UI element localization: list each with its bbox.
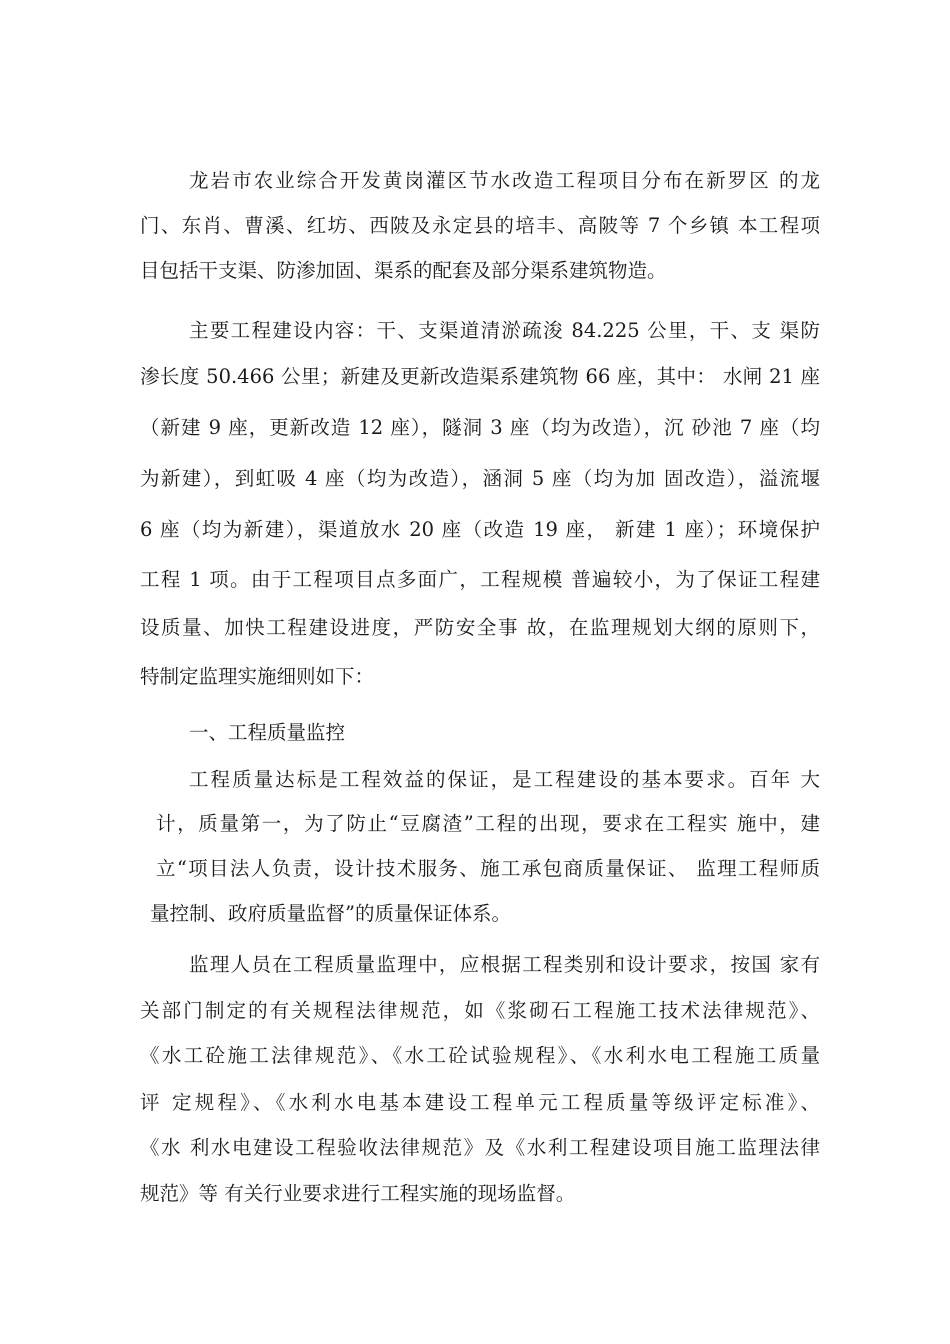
paragraph-4-line-4: 评 定规程》、《水利水电基本建设工程单元工程质量等级评定标准》、 bbox=[140, 1091, 820, 1114]
paragraph-2-line-4: 为新建），到虹吸 4 座（均为改造），涵洞 5 座（均为加 固改造），溢流堰 bbox=[140, 467, 820, 490]
paragraph-2-line-5: 6 座（均为新建），渠道放水 20 座（改造 19 座， 新建 1 座）；环境保护 bbox=[140, 518, 820, 541]
paragraph-2-line-1: 主要工程建设内容：干、支渠道清淤疏浚 84.225 公里，干、支 渠防 bbox=[189, 319, 820, 342]
paragraph-2-line-2: 渗长度 50.466 公里；新建及更新改造渠系建筑物 66 座，其中： 水闸 21 座 bbox=[140, 365, 820, 388]
paragraph-1-line-1: 龙岩市农业综合开发黄岗灌区节水改造工程项目分布在新罗区 的龙 bbox=[189, 169, 820, 192]
paragraph-2-line-8: 特制定监理实施细则如下： bbox=[140, 665, 375, 688]
paragraph-3-line-2: 计，质量第一，为了防止“豆腐渣”工程的出现，要求在工程实 施中，建 bbox=[156, 812, 820, 835]
paragraph-3-line-1: 工程质量达标是工程效益的保证，是工程建设的基本要求。百年 大 bbox=[189, 768, 820, 791]
paragraph-2-line-7: 设质量、加快工程建设进度，严防安全事 故，在监理规划大纲的原则下， bbox=[140, 616, 820, 639]
paragraph-1-line-2: 门、东肖、曹溪、红坊、西陂及永定县的培丰、高陂等 7 个乡镇 本工程项 bbox=[140, 214, 820, 237]
paragraph-2-line-6: 工程 1 项。由于工程项目点多面广，工程规模 普遍较小，为了保证工程建 bbox=[140, 568, 820, 591]
paragraph-4-line-2: 关部门制定的有关规程法律规范，如《浆砌石工程施工技术法律规范》、 bbox=[140, 999, 820, 1022]
paragraph-1-line-3: 目包括干支渠、防渗加固、渠系的配套及部分渠系建筑物造。 bbox=[140, 259, 667, 282]
paragraph-3-line-3: 立“项目法人负责，设计技术服务、施工承包商质量保证、 监理工程师质 bbox=[156, 857, 820, 880]
paragraph-4-line-6: 规范》等 有关行业要求进行工程实施的现场监督。 bbox=[140, 1182, 576, 1205]
paragraph-4-line-3: 《水工砼施工法律规范》、《水工砼试验规程》、《水利水电工程施工质量 bbox=[140, 1044, 820, 1067]
section-heading: 一、工程质量监控 bbox=[189, 721, 346, 744]
paragraph-4-line-5: 《水 利水电建设工程验收法律规范》及《水利工程建设项目施工监理法律 bbox=[140, 1136, 820, 1159]
paragraph-4-line-1: 监理人员在工程质量监理中，应根据工程类别和设计要求，按国 家有 bbox=[189, 953, 820, 976]
paragraph-3-line-4: 量控制、政府质量监督”的质量保证体系。 bbox=[150, 902, 511, 925]
paragraph-2-line-3: （新建 9 座，更新改造 12 座），隧洞 3 座（均为改造），沉 砂池 7 座（均 bbox=[140, 416, 820, 439]
